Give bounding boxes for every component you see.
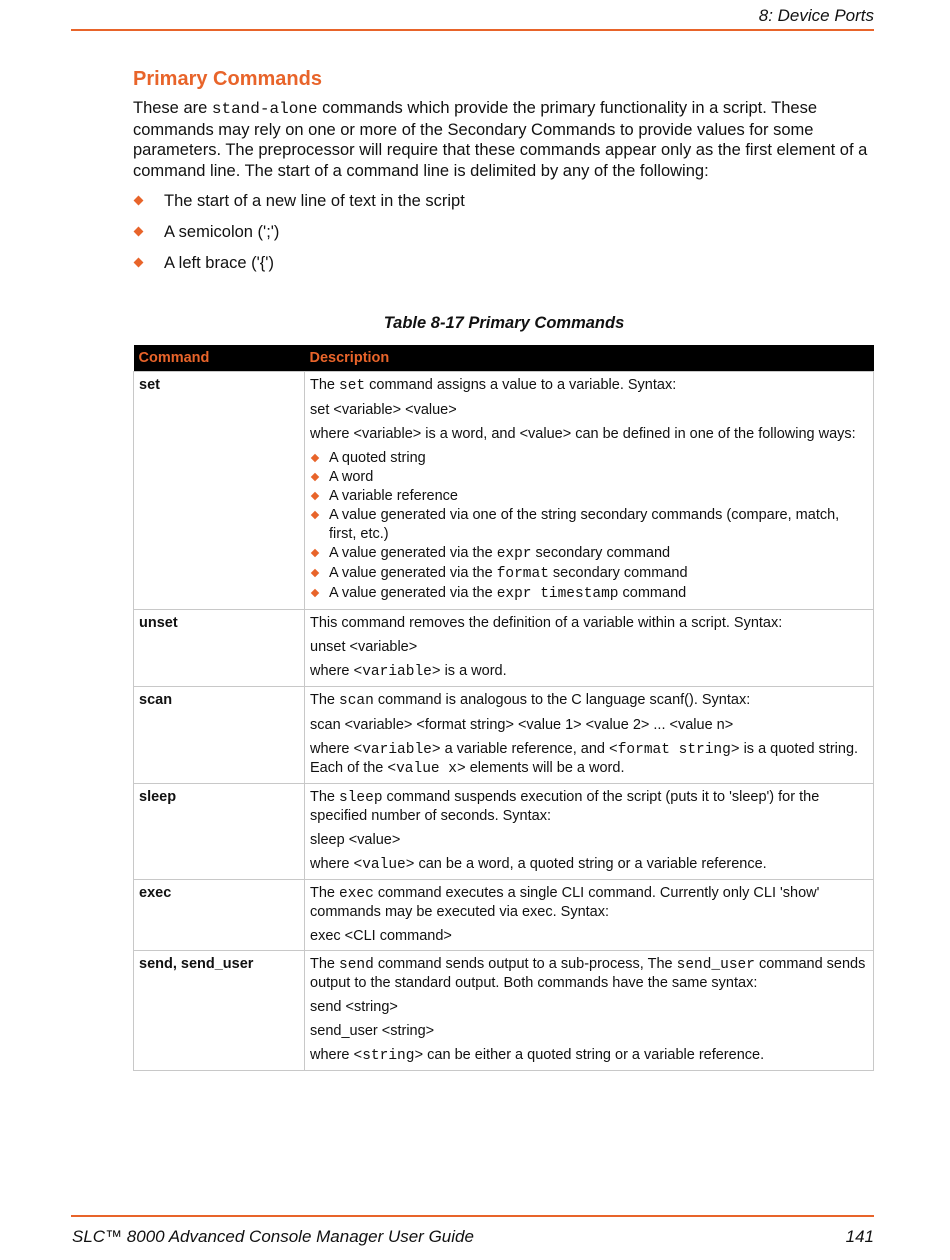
diamond-bullet-icon xyxy=(134,258,144,268)
list-item xyxy=(310,506,868,544)
list-item-text: A semicolon (';') xyxy=(164,223,280,241)
inline-code: scan xyxy=(339,693,374,709)
description-paragraph xyxy=(310,662,868,681)
running-header: 8: Device Ports xyxy=(758,6,874,25)
inline-code: send xyxy=(339,957,374,973)
description-cell xyxy=(305,784,874,880)
description-paragraph xyxy=(310,691,868,710)
list-item xyxy=(133,253,875,284)
table-row xyxy=(134,610,874,687)
header-rule xyxy=(71,29,874,31)
description-paragraph xyxy=(310,740,868,778)
inline-code: sleep xyxy=(339,790,383,806)
list-item-text: A value generated via the xyxy=(329,545,497,561)
text: elements will be a word. xyxy=(465,760,625,776)
command-cell: exec xyxy=(134,880,305,951)
page-number: 141 xyxy=(845,1227,874,1246)
inline-code: set xyxy=(339,378,366,394)
text: a variable reference, and xyxy=(440,741,610,757)
diamond-bullet-icon xyxy=(311,473,319,481)
text: The xyxy=(310,692,340,708)
text: The xyxy=(310,885,340,901)
description-cell xyxy=(305,687,874,784)
intro-text-2: commands which provide the primary functionality in a script. These commands may rely on one or more of the Secondary Commands to provide values for some parameters. The preprocessor will require that these commands appear only as the first element of a command line. The start of a command line is delimited by any of the following: xyxy=(133,99,868,180)
inline-code: <format string> xyxy=(609,742,740,758)
text: command sends output to a sub-process, The xyxy=(373,956,677,972)
text: command is analogous to the C language scanf(). Syntax: xyxy=(373,692,751,708)
table-row xyxy=(134,687,874,784)
text: is a word. xyxy=(440,663,507,679)
inline-code: <variable> xyxy=(353,664,441,680)
list-item xyxy=(310,449,868,468)
description-paragraph xyxy=(310,855,868,874)
footer-rule xyxy=(71,1215,874,1217)
page-body xyxy=(133,66,875,1071)
intro-code: stand-alone xyxy=(211,100,318,118)
description-paragraph xyxy=(310,1046,868,1065)
diamond-bullet-icon xyxy=(311,569,319,577)
inline-code: <variable> xyxy=(353,742,441,758)
table-row xyxy=(134,880,874,951)
description-cell xyxy=(305,610,874,687)
list-item-text: command xyxy=(618,585,687,601)
description-cell xyxy=(305,951,874,1071)
syntax-line: exec <CLI command> xyxy=(310,928,452,944)
list-item-text: secondary command xyxy=(531,545,671,561)
inline-code: <string> xyxy=(353,1048,424,1064)
text: is a quoted string. Each of the xyxy=(310,741,859,776)
inline-code: send_user xyxy=(676,957,755,973)
text: where xyxy=(310,1047,354,1063)
syntax-line: scan <variable> <format string> <value 1> <value 2> ... <value n> xyxy=(310,717,734,733)
text: command sends output to the standard output. Both commands have the same syntax: xyxy=(310,956,866,991)
list-item xyxy=(310,564,868,584)
list-item-text: A value generated via one of the string secondary commands (compare, match, first, etc.) xyxy=(329,507,840,542)
delimiter-list xyxy=(133,191,875,284)
description-paragraph: where <variable> is a word, and <value> can be defined in one of the following ways: xyxy=(310,426,856,442)
list-item-text: The start of a new line of text in the script xyxy=(164,192,465,210)
diamond-bullet-icon xyxy=(134,227,144,237)
inline-code: expr timestamp xyxy=(496,586,619,602)
diamond-bullet-icon xyxy=(311,549,319,557)
list-item-text: A word xyxy=(329,469,374,485)
text: command suspends execution of the script (puts it to 'sleep') for the specified number of seconds. Syntax: xyxy=(310,789,820,824)
description-cell xyxy=(305,880,874,951)
list-item-text: secondary command xyxy=(548,565,688,581)
description-cell xyxy=(305,372,874,610)
text: The xyxy=(310,377,340,393)
text: can be a word, a quoted string or a variable reference. xyxy=(414,856,767,872)
description-paragraph xyxy=(310,376,868,395)
text: where xyxy=(310,856,354,872)
inline-code: <value> xyxy=(353,857,415,873)
inline-code: expr xyxy=(496,546,532,562)
diamond-bullet-icon xyxy=(311,589,319,597)
inline-code: <value x> xyxy=(387,761,466,777)
syntax-line: sleep <value> xyxy=(310,832,401,848)
list-item xyxy=(310,468,868,487)
primary-commands-table xyxy=(133,345,874,1071)
text: The xyxy=(310,956,340,972)
list-item-text: A value generated via the xyxy=(329,565,497,581)
table-caption: Table 8-17 Primary Commands xyxy=(383,314,625,332)
command-cell: set xyxy=(134,372,305,610)
inline-code: format xyxy=(496,566,549,582)
text: command assigns a value to a variable. Syntax: xyxy=(365,377,677,393)
list-item-text: A value generated via the xyxy=(329,585,497,601)
diamond-bullet-icon xyxy=(134,196,144,206)
command-cell: unset xyxy=(134,610,305,687)
list-item xyxy=(133,222,875,253)
list-item xyxy=(310,544,868,564)
description-paragraph: This command removes the definition of a variable within a script. Syntax: xyxy=(310,615,783,631)
table-row xyxy=(134,784,874,880)
description-paragraph xyxy=(310,788,868,825)
syntax-line: send_user <string> xyxy=(310,1023,435,1039)
description-paragraph xyxy=(310,955,868,992)
list-item-text: A left brace ('{') xyxy=(164,254,274,272)
command-cell: sleep xyxy=(134,784,305,880)
command-cell: scan xyxy=(134,687,305,784)
text: where xyxy=(310,741,354,757)
diamond-bullet-icon xyxy=(311,492,319,500)
intro-text-1: These are xyxy=(133,99,212,117)
list-item-text: A variable reference xyxy=(329,488,458,504)
diamond-bullet-icon xyxy=(311,454,319,462)
text: can be either a quoted string or a variable reference. xyxy=(423,1047,765,1063)
list-item-text: A quoted string xyxy=(329,450,426,466)
text: command executes a single CLI command. Currently only CLI 'show' commands may be executed via exec. Syntax: xyxy=(310,885,820,920)
description-paragraph xyxy=(310,884,868,921)
table-header-row xyxy=(134,345,874,372)
syntax-line: send <string> xyxy=(310,999,398,1015)
syntax-line: set <variable> <value> xyxy=(310,402,457,418)
value-types-list xyxy=(310,449,868,604)
column-header-description: Description xyxy=(305,345,874,372)
list-item xyxy=(310,487,868,506)
intro-paragraph xyxy=(133,98,875,181)
inline-code: exec xyxy=(339,886,374,902)
syntax-line: unset <variable> xyxy=(310,639,418,655)
table-row xyxy=(134,372,874,610)
list-item xyxy=(133,191,875,222)
list-item xyxy=(310,584,868,604)
command-cell: send, send_user xyxy=(134,951,305,1071)
column-header-command: Command xyxy=(134,345,305,372)
text: where xyxy=(310,663,354,679)
diamond-bullet-icon xyxy=(311,511,319,519)
footer-title: SLC™ 8000 Advanced Console Manager User Guide xyxy=(72,1227,474,1246)
text: The xyxy=(310,789,340,805)
table-row xyxy=(134,951,874,1071)
section-heading: Primary Commands xyxy=(133,68,322,90)
